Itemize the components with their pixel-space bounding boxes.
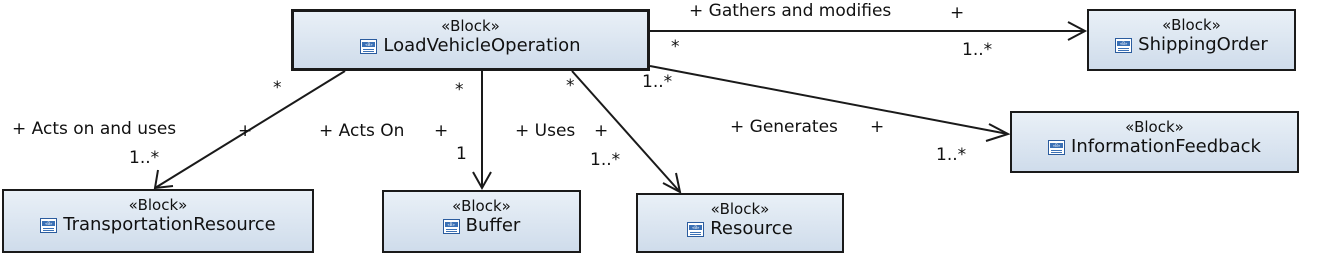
block-name: Resource xyxy=(710,218,793,239)
stereotype-label: «Block» xyxy=(1162,16,1221,34)
block-icon: «B» xyxy=(1048,140,1065,155)
source-role-acts-on: + xyxy=(434,121,449,141)
target-multiplicity-gathers: 1..* xyxy=(962,40,993,60)
role-label-acts-on: + Acts On xyxy=(319,121,405,141)
block-name: ShippingOrder xyxy=(1138,34,1268,55)
source-multiplicity-generates: 1..* xyxy=(642,72,673,92)
role-label-gathers: + Gathers and modifies xyxy=(689,1,892,21)
source-multiplicity-acts-on: * xyxy=(455,80,464,100)
stereotype-label: «Block» xyxy=(441,17,500,35)
source-role-uses: + xyxy=(594,121,609,141)
edge-gathers[interactable] xyxy=(650,22,1085,40)
block-load-vehicle-operation[interactable] xyxy=(291,9,650,71)
source-role-gathers: + xyxy=(950,3,965,23)
target-multiplicity-acts-on-and-uses: 1..* xyxy=(129,148,160,168)
source-role-generates: + xyxy=(870,117,885,137)
block-icon: «B» xyxy=(1115,38,1132,53)
block-icon: «B» xyxy=(40,218,57,233)
role-label-generates: + Generates xyxy=(730,117,838,137)
source-multiplicity-acts-on-and-uses: * xyxy=(273,78,282,98)
block-name: TransportationResource xyxy=(63,214,276,235)
source-multiplicity-uses: * xyxy=(566,76,575,96)
role-label-acts-on-and-uses: + Acts on and uses xyxy=(12,119,177,139)
block-information-feedback[interactable] xyxy=(1010,111,1299,173)
block-name: InformationFeedback xyxy=(1071,136,1261,157)
block-resource[interactable] xyxy=(636,193,844,253)
source-multiplicity-gathers: * xyxy=(671,37,680,57)
stereotype-label: «Block» xyxy=(710,200,770,218)
block-icon: «B» xyxy=(360,39,377,54)
target-multiplicity-uses: 1..* xyxy=(590,150,621,170)
stereotype-label: «Block» xyxy=(128,196,188,214)
block-shipping-order[interactable] xyxy=(1087,9,1296,71)
target-multiplicity-generates: 1..* xyxy=(936,145,967,165)
block-icon: «B» xyxy=(687,222,704,237)
block-name: LoadVehicleOperation xyxy=(383,35,581,56)
edge-acts-on[interactable] xyxy=(473,71,491,188)
block-buffer[interactable] xyxy=(382,190,581,253)
block-icon: «B» xyxy=(443,219,460,234)
stereotype-label: «Block» xyxy=(1125,118,1184,136)
block-transportation-resource[interactable] xyxy=(2,189,314,253)
stereotype-label: «Block» xyxy=(452,197,511,215)
block-name: Buffer xyxy=(465,215,521,236)
role-label-uses: + Uses xyxy=(515,121,576,141)
target-multiplicity-acts-on: 1 xyxy=(456,144,467,164)
source-role-acts-on-and-uses: + xyxy=(238,121,253,141)
